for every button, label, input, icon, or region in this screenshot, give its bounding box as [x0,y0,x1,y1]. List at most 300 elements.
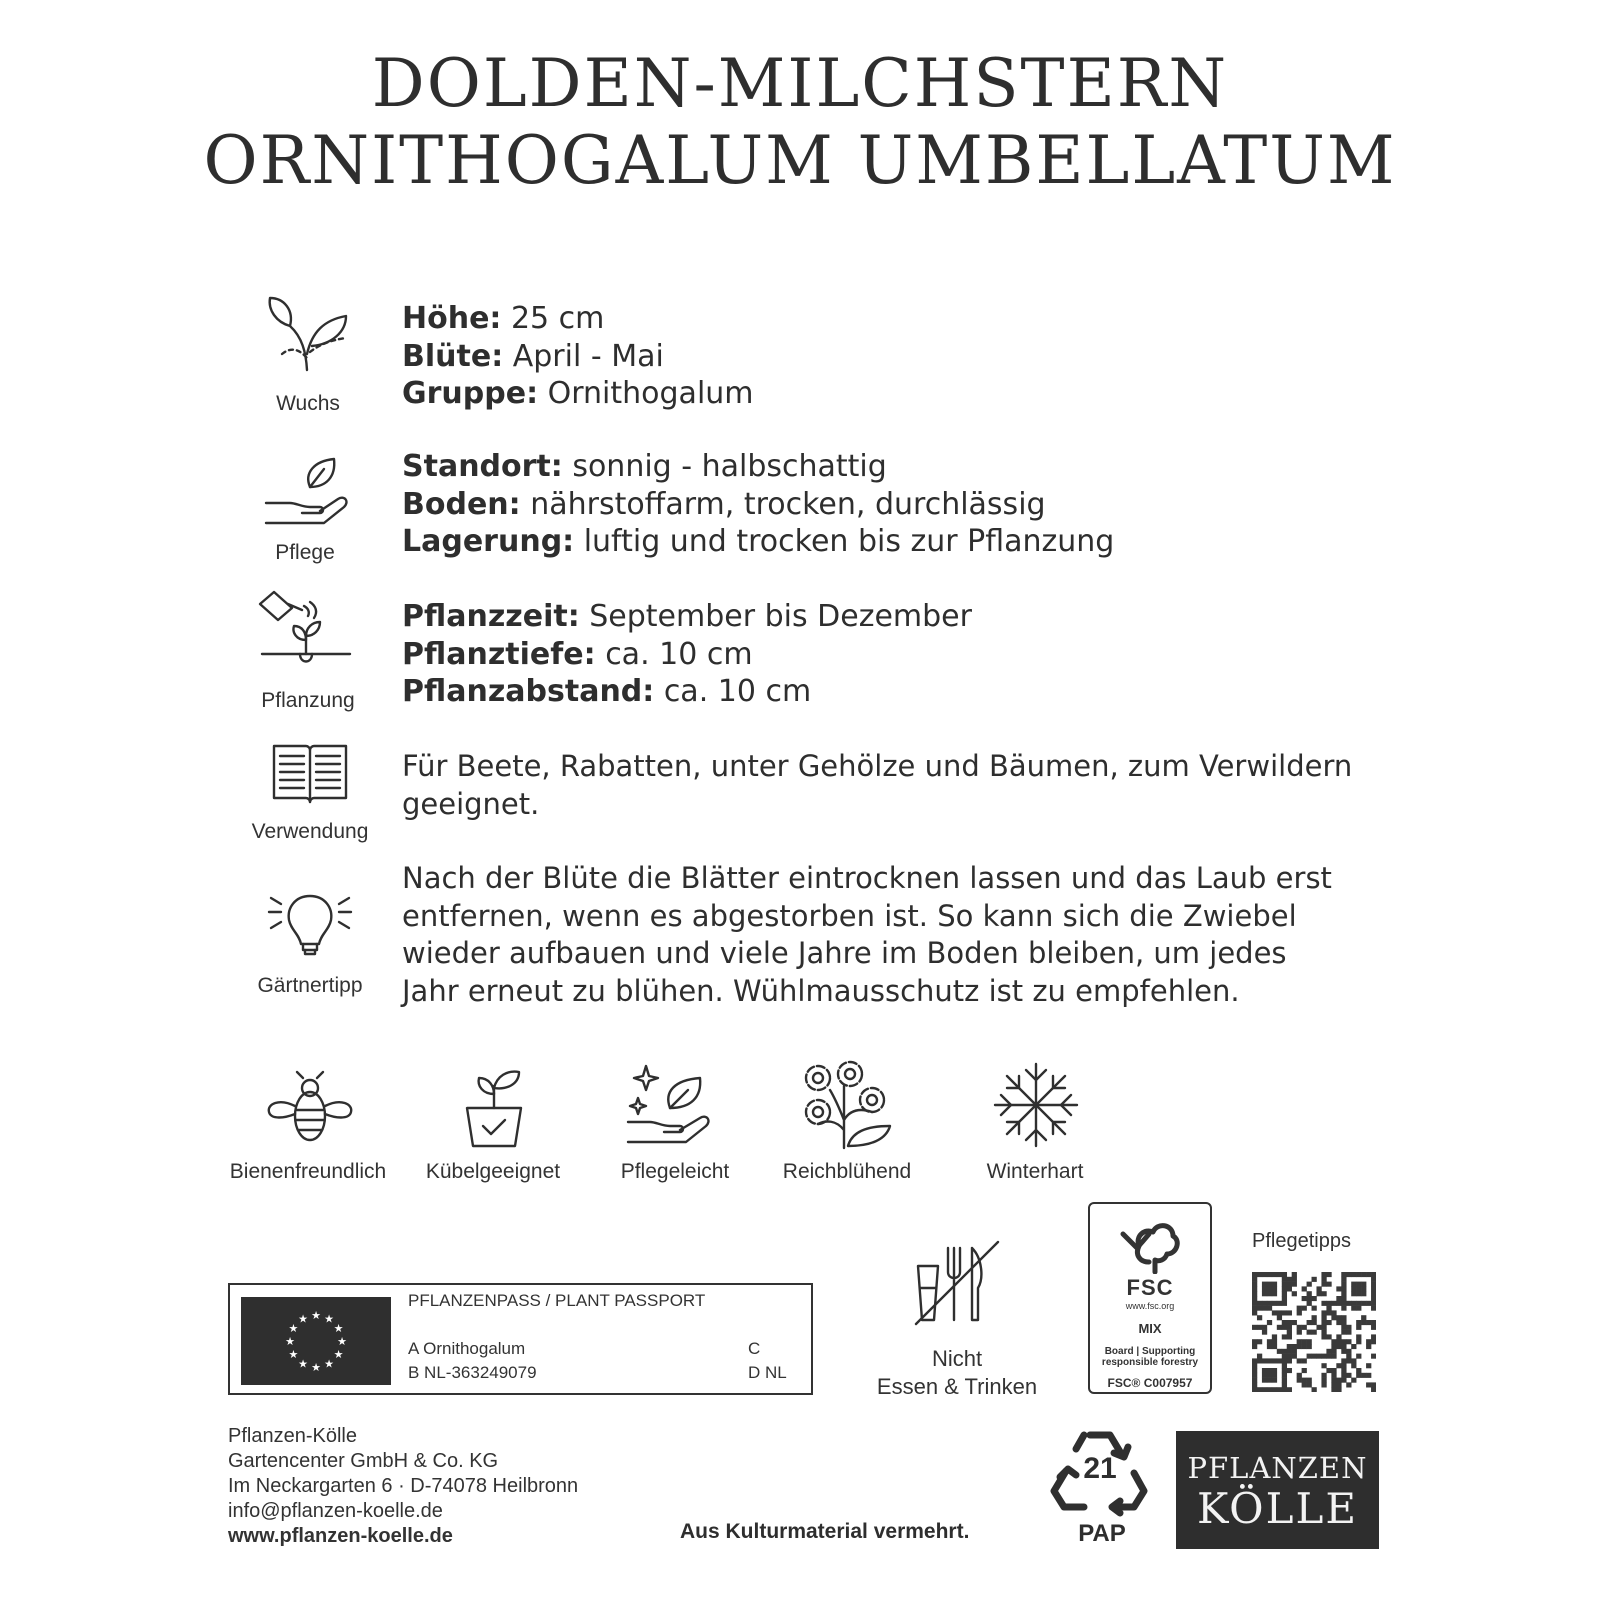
qr-module [1257,1339,1262,1344]
qr-module [1336,1387,1341,1392]
qr-module [1321,1378,1326,1383]
qr-module [1326,1349,1331,1354]
qr-module [1371,1286,1376,1291]
qr-module [1331,1315,1336,1320]
plant-passport [228,1283,813,1395]
qr-module [1341,1349,1346,1354]
qr-module [1371,1296,1376,1301]
hand-leaf-icon [262,455,352,540]
qr-module [1282,1325,1287,1330]
recycling-number: 21 [1083,1452,1117,1485]
qr-module [1341,1296,1346,1301]
qr-module [1302,1368,1307,1373]
qr-module [1267,1387,1272,1392]
qr-module [1371,1272,1376,1277]
qr-module [1351,1363,1356,1368]
qr-module [1267,1339,1272,1344]
qr-module [1366,1272,1371,1277]
email-link[interactable]: info@pflanzen-koelle.de [228,1500,443,1522]
qr-module [1292,1282,1297,1287]
flowers-icon [800,1060,896,1155]
eu-star-icon: ★ [298,1313,308,1326]
qr-module [1267,1282,1272,1287]
qr-module [1331,1373,1336,1378]
qr-module [1252,1310,1257,1315]
qr-module [1307,1378,1312,1383]
qr-module [1346,1325,1351,1330]
qr-module [1321,1373,1326,1378]
company-address: Pflanzen-Kölle Gartencenter GmbH & Co. KG Im Neckargarten 6 · D-74078 Heilbronn info@pflanzen-koelle.de www.pflanzen-koelle.de [228,1425,579,1547]
qr-module [1341,1315,1346,1320]
qr-module [1371,1325,1376,1330]
qr-module [1356,1325,1361,1330]
qr-module [1267,1378,1272,1383]
qr-module [1341,1344,1346,1349]
qr-module [1252,1387,1257,1392]
qr-module [1321,1282,1326,1287]
info-row: Lagerung: luftig und trocken bis zur Pflanzung [402,524,1115,559]
qr-module [1351,1272,1356,1277]
qr-module [1366,1382,1371,1387]
wuchs-info [402,300,754,413]
qr-module [1262,1387,1267,1392]
qr-module [1366,1363,1371,1368]
qr-module [1321,1320,1326,1325]
qr-module [1346,1301,1351,1306]
qr-module [1346,1354,1351,1359]
qr-module [1267,1291,1272,1296]
qr-module [1331,1349,1336,1354]
qr-module [1267,1344,1272,1349]
qr-module [1282,1373,1287,1378]
qr-module [1312,1315,1317,1320]
qr-module [1292,1320,1297,1325]
qr-module [1356,1334,1361,1339]
qr-module [1366,1301,1371,1306]
qr-module [1257,1315,1262,1320]
qr-module [1351,1301,1356,1306]
eu-star-icon: ★ [311,1310,321,1322]
qr-module [1316,1291,1321,1296]
qr-module [1307,1320,1312,1325]
qr-module [1331,1339,1336,1344]
qr-module [1282,1282,1287,1287]
pot-plant-icon [459,1060,529,1155]
fsc-url: www.fsc.org [1125,1301,1175,1311]
qr-module [1252,1363,1257,1368]
qr-module [1252,1277,1257,1282]
pflanzung-caption: Pflanzung [261,689,355,712]
qr-module [1321,1363,1326,1368]
fsc-line1: Board | Supporting [1104,1346,1196,1357]
qr-module [1371,1306,1376,1311]
qr-module [1277,1310,1282,1315]
qr-module [1252,1272,1257,1277]
qr-module [1341,1358,1346,1363]
qr-module [1302,1325,1307,1330]
qr-module [1287,1349,1292,1354]
qr-module [1262,1282,1267,1287]
qr-module [1287,1310,1292,1315]
qr-module [1326,1368,1331,1373]
qr-module [1297,1373,1302,1378]
qr-module [1272,1368,1277,1373]
qr-module [1331,1344,1336,1349]
qr-module [1257,1272,1262,1277]
qr-module [1302,1286,1307,1291]
qr-module [1331,1382,1336,1387]
gaertnertipp-caption: Gärtnertipp [257,974,363,997]
sprout-icon [262,292,352,377]
brand-logo: PFLANZEN KÖLLE [1176,1431,1379,1549]
qr-module [1287,1277,1292,1282]
qr-module [1272,1334,1277,1339]
qr-module [1282,1296,1287,1301]
eu-star-icon: ★ [311,1362,321,1374]
qr-module [1351,1286,1356,1291]
pflanzung-info [402,598,972,711]
qr-module [1277,1315,1282,1320]
qr-module [1297,1325,1302,1330]
qr-module [1257,1358,1262,1363]
qr-code[interactable] [1252,1272,1376,1392]
wuchs-caption: Wuchs [276,392,340,415]
qr-module [1371,1339,1376,1344]
info-row: Blüte: April - Mai [402,338,664,374]
info-row: Standort: sonnig - halbschattig [402,449,887,484]
qr-module [1351,1306,1356,1311]
qr-module [1272,1272,1277,1277]
qr-module [1326,1306,1331,1311]
qr-module [1282,1354,1287,1359]
feature-label-bienenfreundlich: Bienenfreundlich [229,1160,387,1183]
eu-star-icon: ★ [298,1358,308,1371]
qr-module [1371,1387,1376,1392]
qr-module [1312,1354,1317,1359]
qr-module [1262,1272,1267,1277]
qr-module [1351,1378,1356,1383]
qr-module [1292,1277,1297,1282]
qr-module [1312,1306,1317,1311]
qr-module [1287,1320,1292,1325]
qr-module [1272,1291,1277,1296]
qr-module [1287,1325,1292,1330]
qr-module [1371,1382,1376,1387]
qr-module [1321,1325,1326,1330]
qr-module [1312,1330,1317,1335]
qr-module [1262,1373,1267,1378]
fsc-mix: MIX [1138,1321,1162,1336]
product-title-common: DOLDEN-MILCHSTERN [371,45,1229,122]
qr-module [1361,1282,1366,1287]
qr-module [1267,1306,1272,1311]
qr-module [1297,1310,1302,1315]
qr-module [1371,1291,1376,1296]
qr-module [1297,1344,1302,1349]
qr-module [1356,1354,1361,1359]
qr-module [1282,1349,1287,1354]
qr-module [1287,1368,1292,1373]
qr-module [1252,1282,1257,1287]
qr-module [1321,1277,1326,1282]
pflege-caption: Pflege [275,541,335,564]
passport-b: B NL-363249079 [408,1363,537,1382]
qr-module [1272,1301,1277,1306]
qr-label: Pflegetipps [1252,1230,1351,1252]
qr-module [1307,1330,1312,1335]
qr-module [1262,1330,1267,1335]
qr-module [1371,1282,1376,1287]
qr-module [1366,1320,1371,1325]
qr-module [1272,1344,1277,1349]
culture-note: Aus Kulturmaterial vermehrt. [680,1520,970,1543]
fsc-tree-icon [1090,1214,1210,1279]
qr-module [1326,1310,1331,1315]
qr-module [1307,1291,1312,1296]
qr-module [1302,1358,1307,1363]
qr-module [1321,1315,1326,1320]
qr-module [1297,1330,1302,1335]
qr-module [1371,1320,1376,1325]
qr-module [1277,1301,1282,1306]
qr-module [1272,1286,1277,1291]
qr-module [1321,1310,1326,1315]
qr-module [1336,1301,1341,1306]
passport-heading: PFLANZENPASS / PLANT PASSPORT [408,1291,706,1310]
qr-module [1336,1378,1341,1383]
qr-module [1302,1296,1307,1301]
qr-module [1346,1272,1351,1277]
qr-module [1292,1272,1297,1277]
qr-module [1282,1334,1287,1339]
qr-module [1351,1344,1356,1349]
qr-module [1252,1358,1257,1363]
qr-module [1331,1378,1336,1383]
qr-module [1287,1344,1292,1349]
qr-module [1272,1339,1277,1344]
qr-module [1346,1373,1351,1378]
qr-module [1341,1277,1346,1282]
qr-module [1302,1382,1307,1387]
recycling-code: PAP [1078,1520,1126,1547]
qr-module [1282,1378,1287,1383]
qr-module [1262,1291,1267,1296]
snowflake-icon [993,1062,1079,1153]
no-eat-drink-icon [912,1238,1002,1333]
qr-module [1331,1354,1336,1359]
book-icon [270,742,350,811]
qr-module [1282,1277,1287,1282]
qr-module [1262,1301,1267,1306]
fsc-brand: FSC [1126,1275,1174,1300]
fsc-code: FSC® C007957 [1107,1376,1193,1390]
qr-module [1272,1378,1277,1383]
qr-module [1341,1320,1346,1325]
feature-label-reichbluehend: Reichblühend [782,1160,912,1183]
qr-module [1361,1315,1366,1320]
eu-star-icon: ★ [324,1358,334,1371]
qr-module [1287,1334,1292,1339]
verwendung-caption: Verwendung [251,820,369,843]
qr-module [1277,1358,1282,1363]
qr-module [1302,1344,1307,1349]
qr-module [1252,1301,1257,1306]
qr-module [1307,1354,1312,1359]
qr-module [1341,1330,1346,1335]
qr-module [1361,1301,1366,1306]
qr-module [1302,1378,1307,1383]
qr-module [1287,1354,1292,1359]
qr-module [1326,1282,1331,1287]
website-link[interactable]: www.pflanzen-koelle.de [228,1525,453,1547]
qr-module [1336,1363,1341,1368]
qr-module [1267,1373,1272,1378]
qr-module [1321,1272,1326,1277]
warning-text: Nicht Essen & Trinken [876,1346,1038,1399]
fsc-label [1088,1202,1212,1394]
qr-module [1346,1358,1351,1363]
qr-module [1361,1272,1366,1277]
qr-module [1272,1282,1277,1287]
qr-module [1336,1296,1341,1301]
qr-module [1326,1272,1331,1277]
qr-module [1287,1282,1292,1287]
eu-flag-icon [241,1297,391,1385]
qr-module [1371,1334,1376,1339]
watering-can-seedling-icon [258,588,352,677]
qr-module [1321,1301,1326,1306]
qr-module [1287,1286,1292,1291]
qr-module [1331,1387,1336,1392]
qr-module [1341,1282,1346,1287]
feature-label-kuebelgeeignet: Kübelgeeignet [425,1160,561,1183]
qr-module [1262,1325,1267,1330]
feature-label-winterhart: Winterhart [986,1160,1084,1183]
qr-module [1336,1315,1341,1320]
qr-module [1331,1301,1336,1306]
qr-module [1341,1286,1346,1291]
qr-module [1272,1310,1277,1315]
info-row: Boden: nährstoffarm, trocken, durchlässig [402,486,1046,522]
qr-module [1336,1339,1341,1344]
qr-module [1307,1382,1312,1387]
eu-star-icon: ★ [324,1313,334,1326]
qr-module [1341,1378,1346,1383]
qr-module [1302,1306,1307,1311]
qr-module [1277,1387,1282,1392]
qr-module [1336,1382,1341,1387]
qr-module [1356,1339,1361,1344]
passport-c: C [748,1339,761,1358]
qr-module [1356,1291,1361,1296]
qr-module [1307,1301,1312,1306]
eu-star-icon: ★ [288,1349,299,1361]
qr-module [1356,1320,1361,1325]
qr-module [1307,1282,1312,1287]
qr-module [1277,1272,1282,1277]
qr-module [1282,1363,1287,1368]
qr-module [1282,1291,1287,1296]
qr-module [1371,1301,1376,1306]
qr-module [1252,1344,1257,1349]
qr-module [1287,1358,1292,1363]
qr-module [1326,1301,1331,1306]
qr-module [1262,1378,1267,1383]
qr-module [1257,1325,1262,1330]
qr-module [1282,1387,1287,1392]
pflege-info [402,448,1114,561]
qr-module [1356,1373,1361,1378]
qr-module [1282,1310,1287,1315]
gaertnertipp-text: Nach der Blüte die Blätter eintrocknen lassen und das Laub erst entfernen, wenn es abgestorben ist. So kann sich die Zwiebel wieder aufbauen und viele Jahre im Boden bleiben, um jedes Jahr erneut zu blühen. Wühlmausschutz ist zu empfehlen. [402,861,1332,1008]
qr-module [1336,1286,1341,1291]
qr-module [1297,1306,1302,1311]
qr-module [1351,1358,1356,1363]
qr-module [1267,1320,1272,1325]
qr-module [1351,1291,1356,1296]
qr-module [1366,1339,1371,1344]
qr-module [1292,1291,1297,1296]
qr-module [1356,1301,1361,1306]
verwendung-text: Für Beete, Rabatten, unter Gehölze und Bäumen, zum Verwildern geeignet. [402,749,1353,821]
qr-module [1371,1354,1376,1359]
qr-module [1356,1286,1361,1291]
qr-module [1336,1344,1341,1349]
qr-module [1297,1358,1302,1363]
qr-module [1252,1373,1257,1378]
qr-module [1356,1272,1361,1277]
product-title-botanical: ORNITHOGALUM UMBELLATUM [203,122,1397,199]
qr-module [1312,1296,1317,1301]
qr-module [1356,1306,1361,1311]
qr-module [1312,1277,1317,1282]
qr-module [1331,1368,1336,1373]
eu-star-icon: ★ [333,1323,344,1335]
qr-module [1341,1272,1346,1277]
qr-module [1282,1382,1287,1387]
info-row: Gruppe: Ornithogalum [402,376,754,411]
qr-module [1356,1282,1361,1287]
qr-module [1252,1368,1257,1373]
qr-module [1282,1272,1287,1277]
qr-module [1302,1339,1307,1344]
qr-module [1252,1296,1257,1301]
qr-module [1321,1354,1326,1359]
qr-module [1262,1286,1267,1291]
qr-module [1292,1344,1297,1349]
qr-module [1326,1334,1331,1339]
qr-module [1257,1306,1262,1311]
hand-leaf-sparkle-icon [626,1062,722,1151]
qr-module [1252,1286,1257,1291]
qr-module [1257,1354,1262,1359]
qr-module [1292,1354,1297,1359]
qr-module [1336,1334,1341,1339]
qr-module [1277,1325,1282,1330]
qr-module [1361,1286,1366,1291]
qr-module [1366,1373,1371,1378]
qr-module [1361,1291,1366,1296]
info-row: Höhe: 25 cm [402,301,605,336]
bee-icon [265,1070,355,1151]
eu-star-icon: ★ [333,1349,344,1361]
qr-module [1341,1363,1346,1368]
qr-module [1307,1344,1312,1349]
eu-star-icon: ★ [337,1336,347,1348]
qr-module [1277,1349,1282,1354]
qr-module [1282,1286,1287,1291]
qr-module [1341,1301,1346,1306]
